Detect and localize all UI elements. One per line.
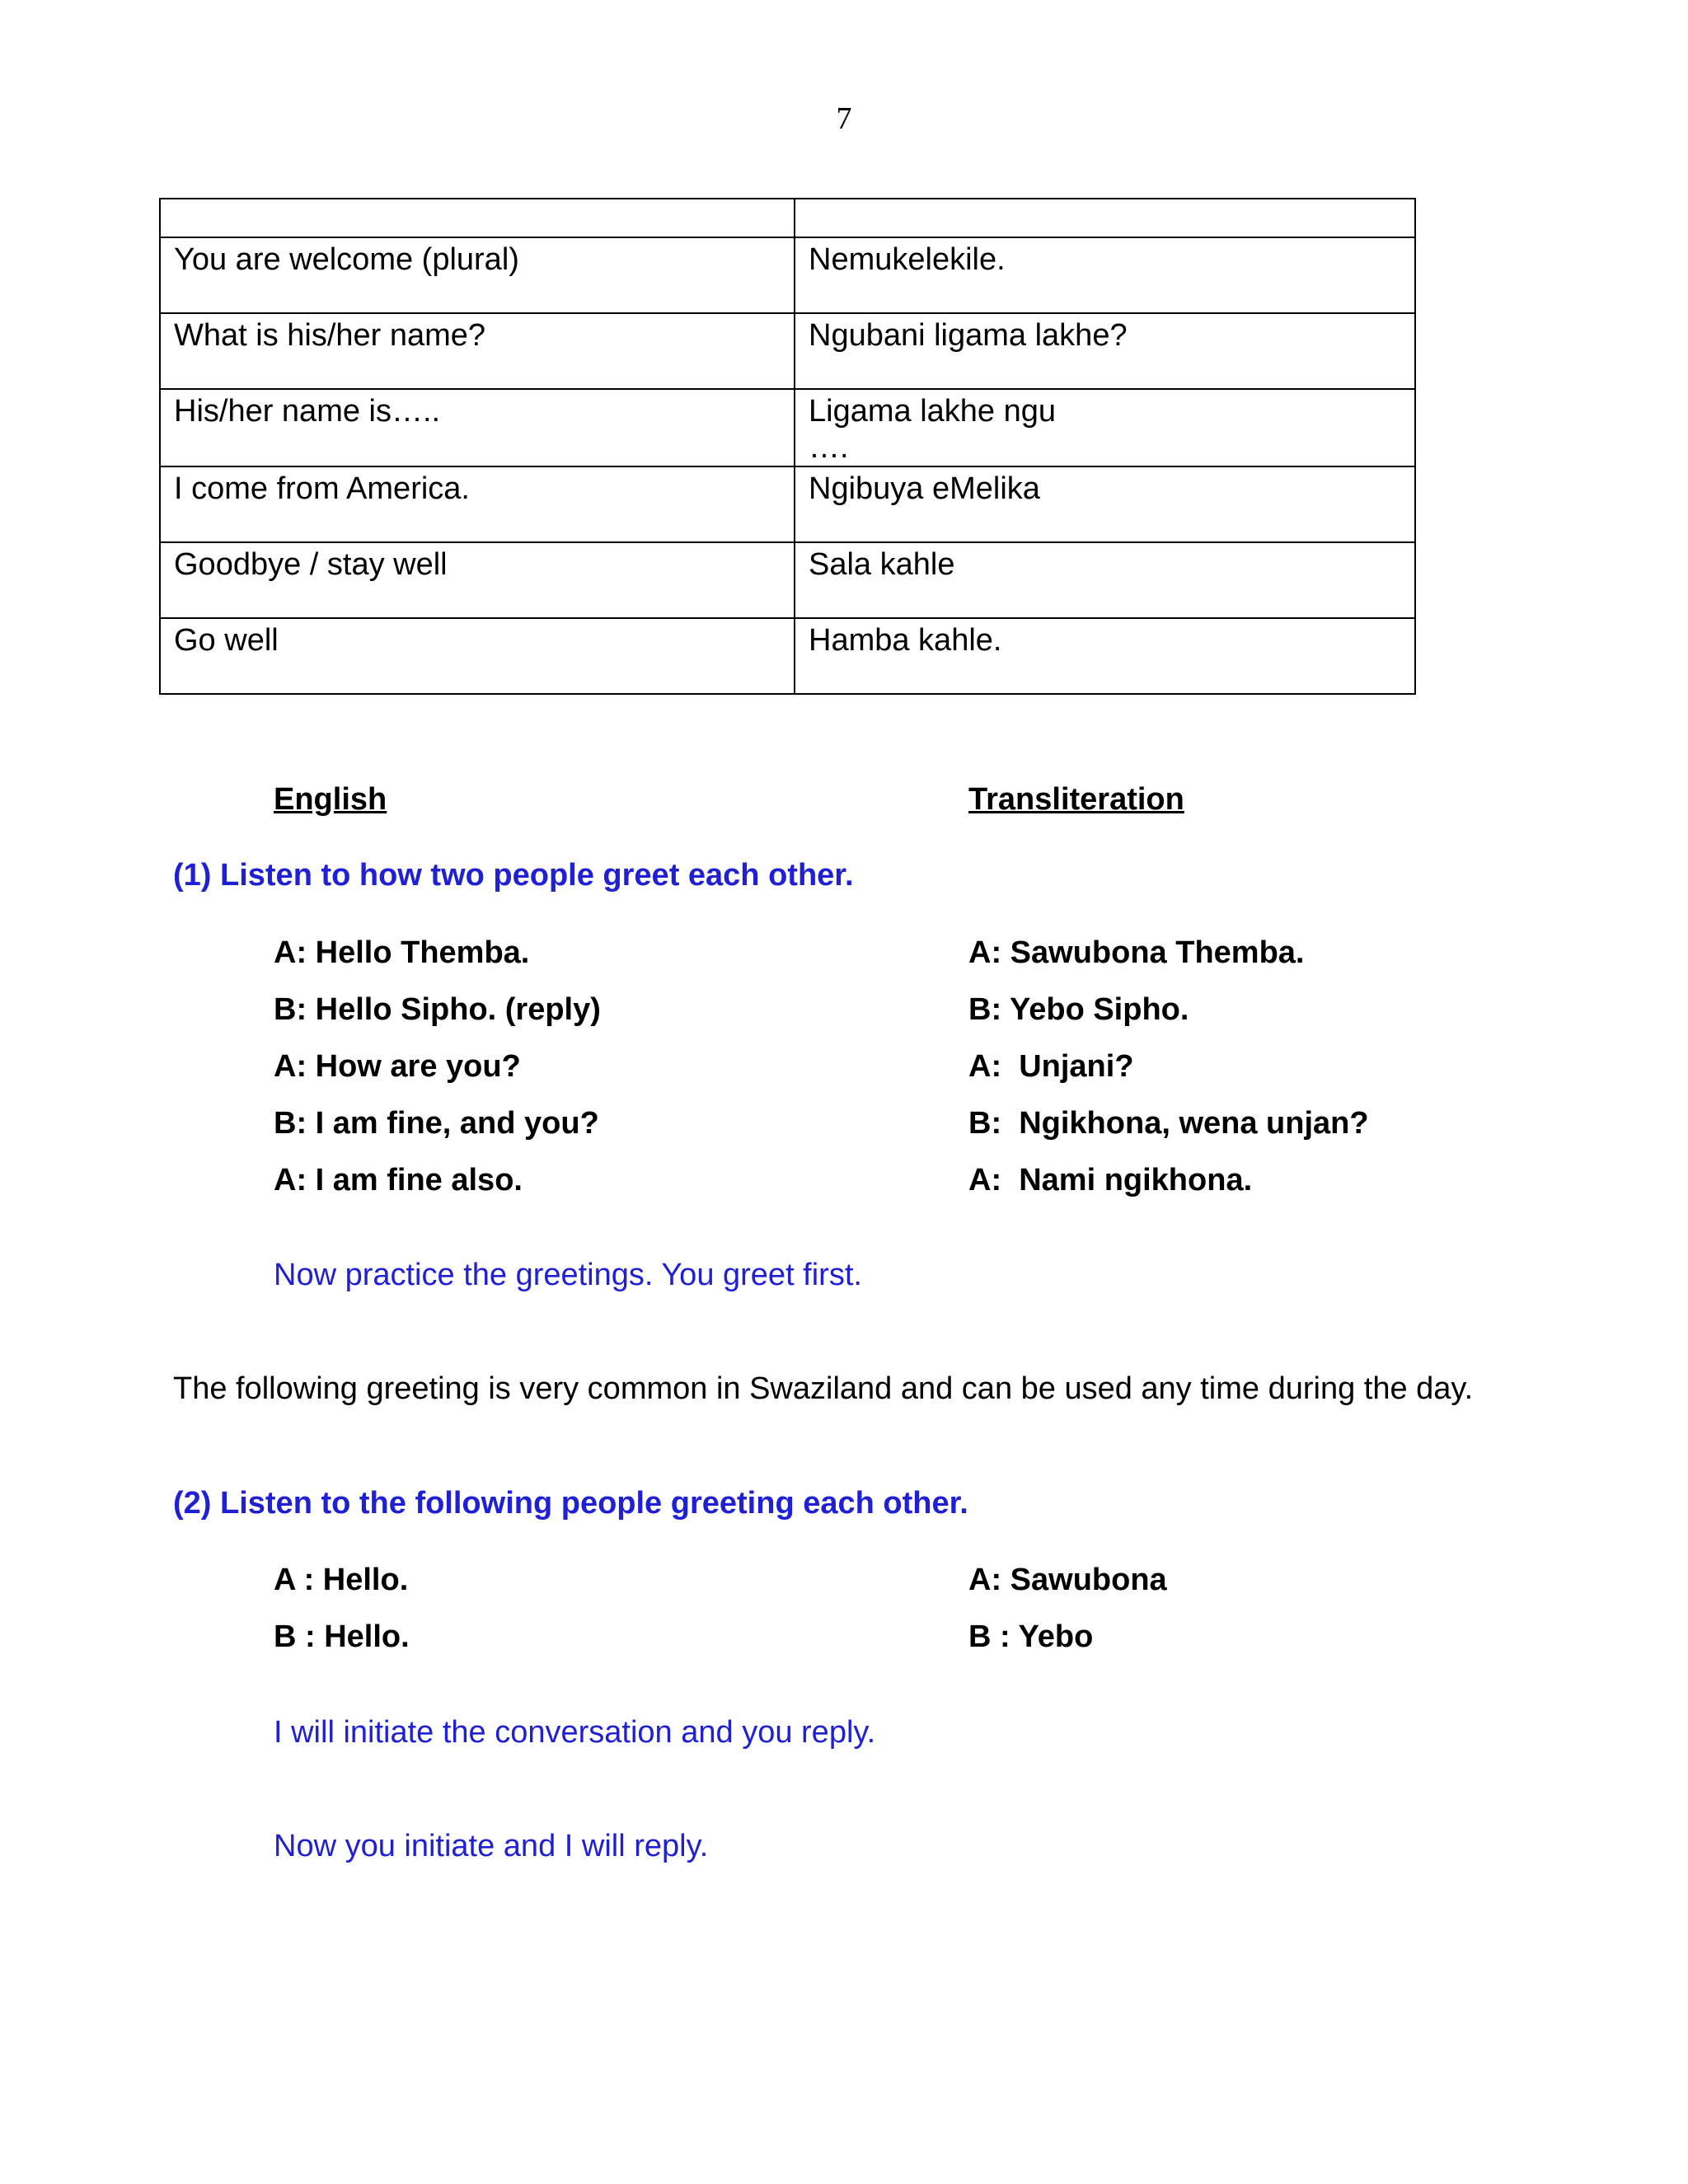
cell-text: What is his/her name? [174,318,486,353]
table-cell-english [160,542,795,618]
dialogue-line-english: B : Hello. [274,1619,410,1654]
dialogue-line-transliteration: A: Nami ngikhona. [968,1163,1253,1197]
table-cell-siswati [795,466,1415,542]
dialogue-line-english: A: How are you? [274,1049,521,1084]
cell-text: His/her name is….. [174,394,441,429]
table-cell-siswati [795,542,1415,618]
section-1-title: (1) Listen to how two people greet each other. [173,858,854,893]
dialogue-line-english: B: Hello Sipho. (reply) [274,992,601,1027]
section-2-instruction-2: Now you initiate and I will reply. [274,1829,709,1863]
section-1-instruction: Now practice the greetings. You greet first. [274,1258,862,1292]
cell-text: Nemukelekile. [809,242,1006,277]
table-row [160,542,1415,618]
section-2-title: (2) Listen to the following people greeting each other. [173,1486,968,1521]
cell-text: Ngubani ligama lakhe? [809,318,1128,353]
dialogue-line-transliteration: B: Ngikhona, wena unjan? [968,1106,1369,1141]
dialogue-line-transliteration: A: Unjani? [968,1049,1134,1084]
cell-text: Go well [174,623,279,658]
dialogue-line-english: B: I am fine, and you? [274,1106,599,1141]
cell-text: Hamba kahle. [809,623,1002,658]
dialogue-line-english: A : Hello. [274,1563,409,1597]
body-paragraph: The following greeting is very common in Swaziland and can be used any time during the day. [173,1371,1474,1406]
cell-text [809,390,1401,466]
table-cell-english [160,237,795,313]
dialogue-line-english: A: Hello Themba. [274,935,530,970]
dialogue-line-english: A: I am fine also. [274,1163,523,1197]
cell-text: I come from America. [174,471,470,506]
cell-text: Ngibuya eMelika [809,471,1040,506]
page-number: 7 [836,101,852,136]
column-header-transliteration: Transliteration [968,782,1184,817]
table-cell-english [160,618,795,694]
table-row [160,199,1415,237]
table-cell-siswati [795,389,1415,466]
cell-text: Goodbye / stay well [174,547,448,582]
dialogue-line-transliteration: B : Yebo [968,1619,1094,1654]
cell-text-line1: Ligama lakhe ngu [809,394,1056,429]
cell-text: Sala kahle [809,547,955,582]
table-cell-english [160,389,795,466]
table-cell-siswati [795,313,1415,389]
table-cell-english [160,199,795,237]
section-2-instruction-1: I will initiate the conversation and you reply. [274,1715,876,1750]
table-cell-siswati [795,618,1415,694]
table-row [160,313,1415,389]
dialogue-line-transliteration: A: Sawubona [968,1563,1167,1597]
cell-text [174,199,781,203]
table-row [160,618,1415,694]
cell-text [809,199,1401,203]
table-cell-english [160,466,795,542]
table-row [160,237,1415,313]
vocabulary-table [159,198,1416,695]
table-row [160,466,1415,542]
cell-text-line2: …. [809,430,849,465]
dialogue-line-transliteration: B: Yebo Sipho. [968,992,1189,1027]
column-header-english: English [274,782,387,817]
dialogue-line-transliteration: A: Sawubona Themba. [968,935,1305,970]
table-row [160,389,1415,466]
table-cell-siswati [795,199,1415,237]
table-cell-english [160,313,795,389]
table-cell-siswati [795,237,1415,313]
cell-text: You are welcome (plural) [174,242,519,277]
